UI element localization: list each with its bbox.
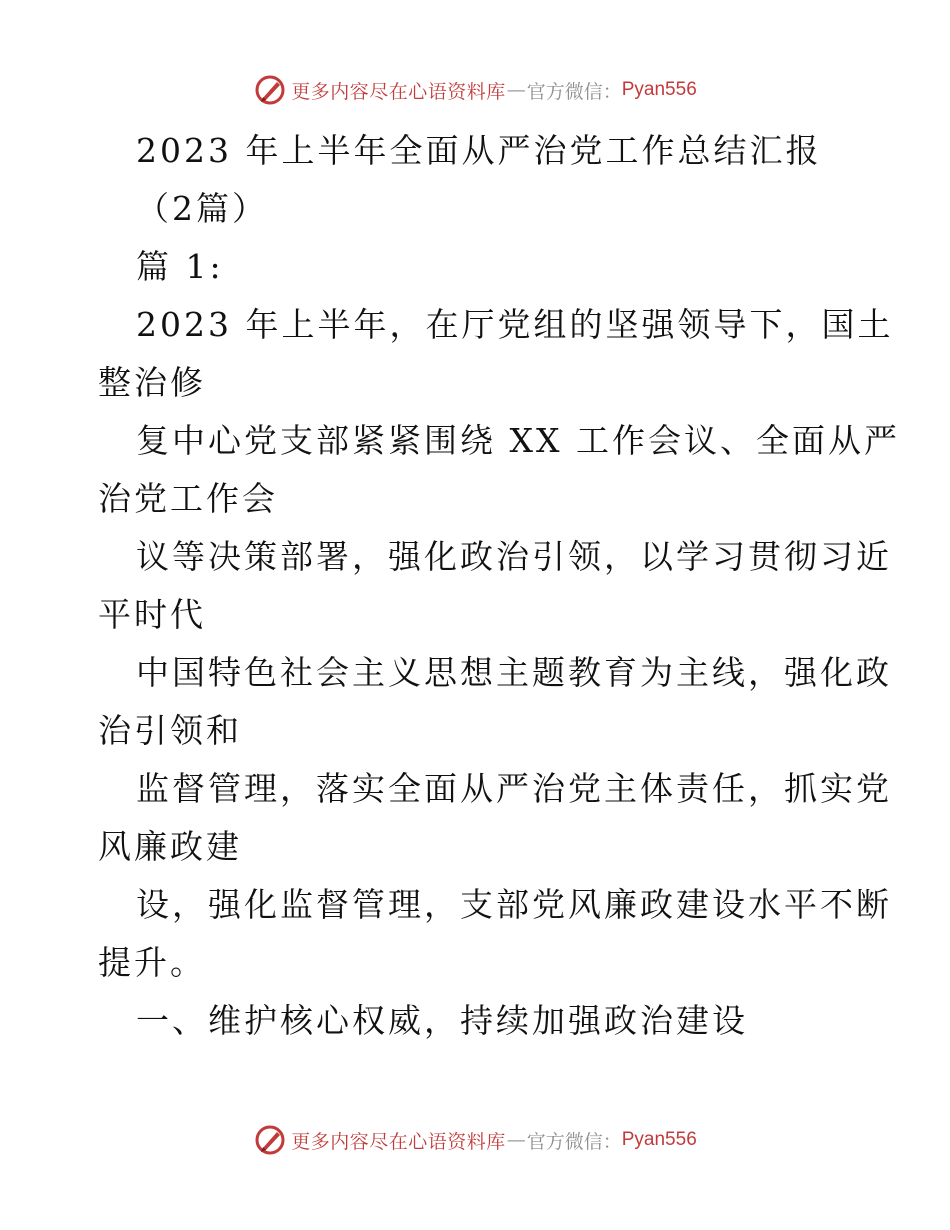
- banner-dash: —: [506, 1129, 526, 1151]
- paragraph-line: 风廉政建: [98, 827, 242, 866]
- paragraph-line: 提升。: [98, 943, 206, 982]
- banner-dash: —: [506, 79, 526, 101]
- banner-sub-text: 官方微信：: [526, 1130, 622, 1153]
- paragraph-line: 治引领和: [98, 711, 242, 750]
- pen-logo-icon: [253, 1123, 287, 1157]
- paragraph-line: 设，强化监督管理，支部党风廉政建设水平不断: [136, 885, 892, 924]
- document-title-line-1: 2023 年上半年全面从严治党工作总结汇报: [136, 131, 822, 170]
- section-label: 篇 1:: [136, 247, 224, 286]
- paragraph-line: 监督管理，落实全面从严治党主体责任，抓实党: [136, 769, 892, 808]
- banner-main-text: 更多内容尽在心语资料库: [291, 1130, 506, 1153]
- section-heading-1: 一、维护核心权威，持续加强政治建设: [136, 1001, 748, 1040]
- banner-wechat-id: Pyan556: [621, 1129, 697, 1150]
- pen-logo-icon: [253, 73, 287, 107]
- document-body: [98, 122, 900, 1050]
- paragraph-line: 平时代: [98, 595, 206, 634]
- paragraph-line: 整治修: [98, 363, 206, 402]
- banner-main-text: 更多内容尽在心语资料库: [291, 80, 506, 103]
- footer-banner: [0, 1120, 950, 1160]
- paragraph-line: 复中心党支部紧紧围绕 XX 工作会议、全面从严: [136, 421, 900, 460]
- paragraph-line: 2023 年上半年，在厅党组的坚强领导下，国土: [136, 305, 894, 344]
- header-banner: [0, 70, 950, 110]
- document-title-line-2: （2篇）: [136, 189, 268, 228]
- paragraph-line: 中国特色社会主义思想主题教育为主线，强化政: [136, 653, 892, 692]
- banner-wechat-id: Pyan556: [621, 79, 697, 100]
- paragraph-line: 治党工作会: [98, 479, 278, 518]
- banner-sub-text: 官方微信：: [526, 80, 622, 103]
- paragraph-line: 议等决策部署，强化政治引领，以学习贯彻习近: [136, 537, 892, 576]
